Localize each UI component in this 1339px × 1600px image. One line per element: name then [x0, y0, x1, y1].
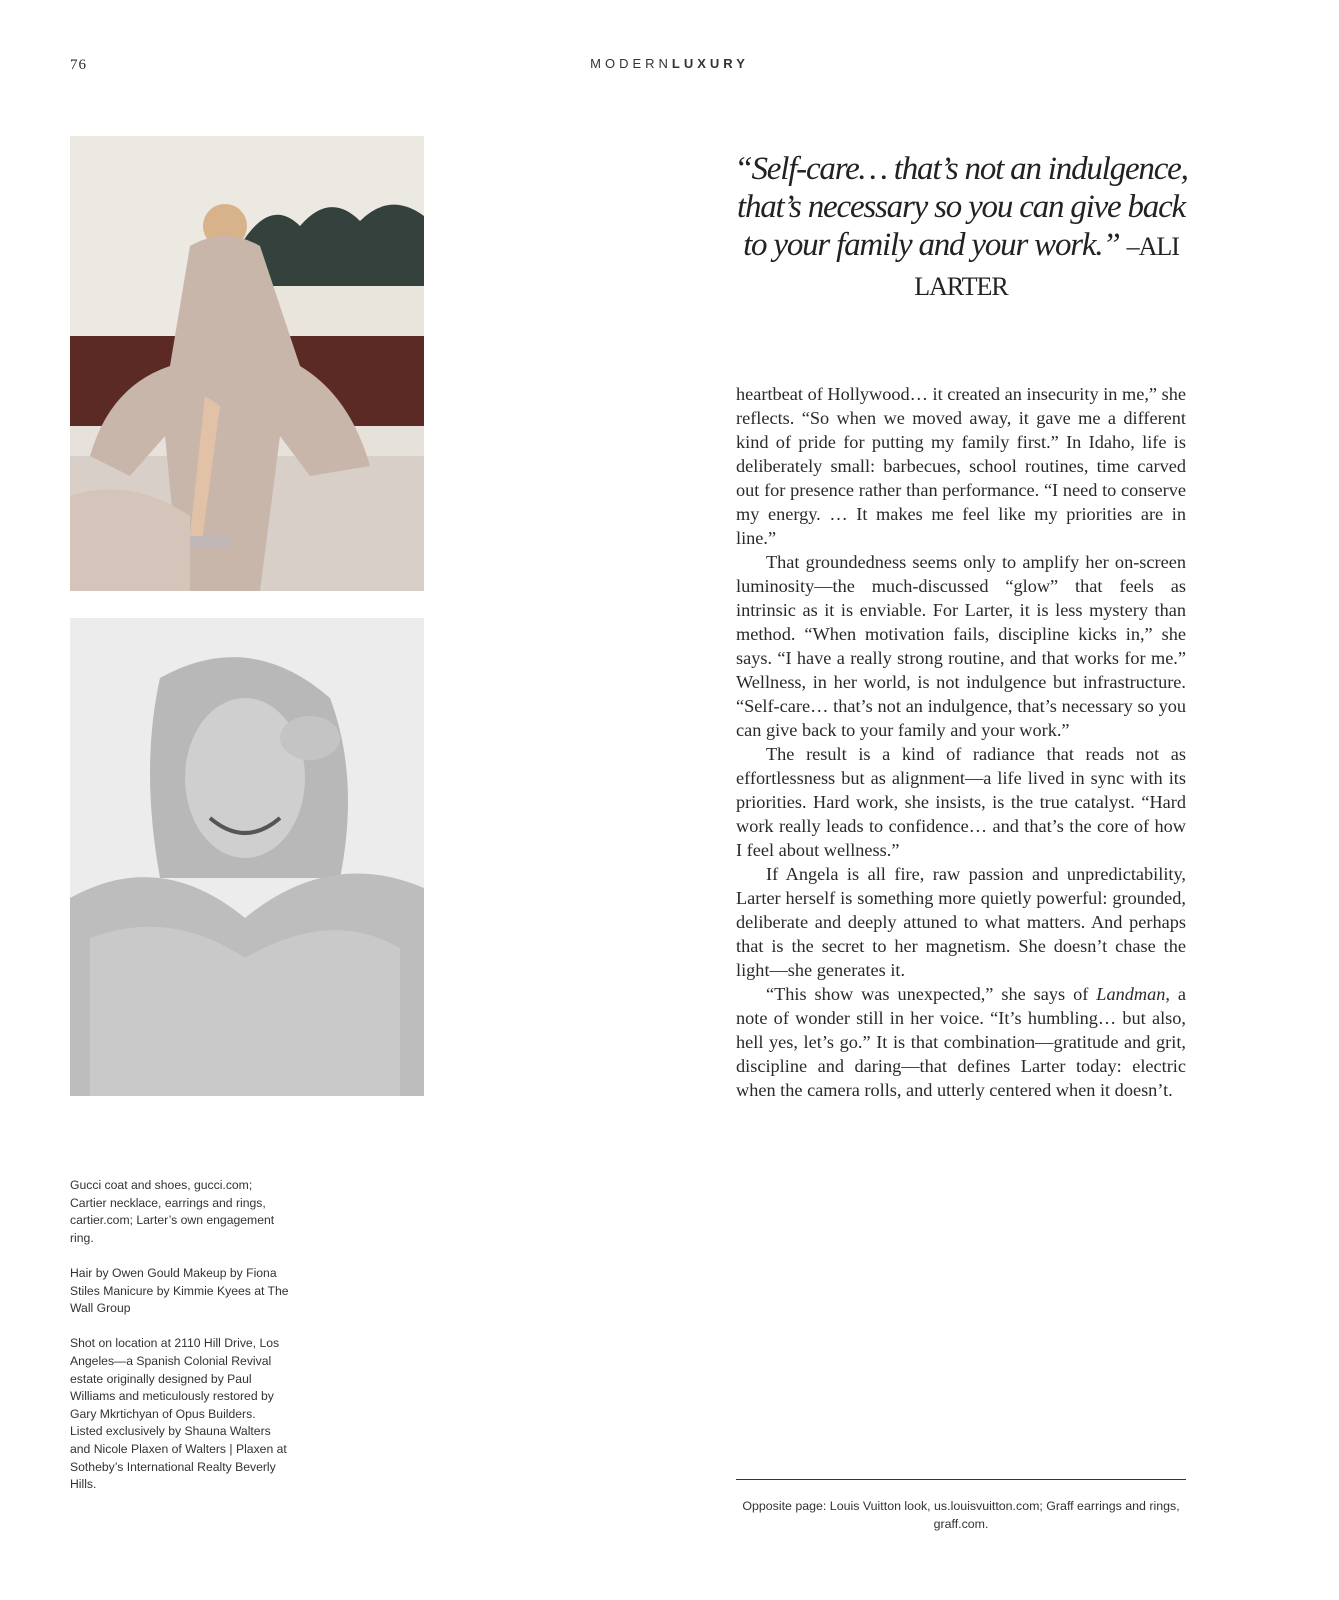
- caption-styling: Hair by Owen Gould Makeup by Fiona Stiles Manicure by Kimmie Kyees at The Wall Group: [70, 1265, 289, 1316]
- caption-location: Shot on location at 2110 Hill Drive, Los Angeles—a Spanish Colonial Revival estate originally designed by Paul Williams and meticulously restored by Gary Mkrtichyan of Opus Builders. Listed exclusively by Shauna Walters and Nicole Plaxen of Walters | Plaxen at Sotheby’s International Realty Beverly Hills.: [70, 1336, 287, 1492]
- caption-credits: Gucci coat and shoes, gucci.com; Cartier necklace, earrings and rings, cartier.com; Larter’s own engagement ring.: [70, 1178, 275, 1245]
- pull-quote-attribution: –ALI LARTER: [914, 232, 1179, 301]
- article-text: “This show was unexpected,” she says of: [766, 984, 1097, 1004]
- article-text: , a note of wonder still in her voice. “It’s humbling… but also, hell yes, let’s go.” It is that combination—gratitude and grit, discipline and daring—that defines Larter today: electric when the camera rolls, and utterly centered when it doesn’t.: [736, 984, 1186, 1100]
- article-paragraph: heartbeat of Hollywood… it created an insecurity in me,” she reflects. “So when we moved away, it gave me a different kind of pride for putting my family first.” In Idaho, life is deliberately small: barbecues, school routines, time carved out for presence rather than performance. “I need to conserve my energy. … It makes me feel like my priorities are in line.”: [736, 384, 1186, 548]
- article-paragraph: The result is a kind of radiance that reads not as effortlessness but as alignment—a life lived in sync with its priorities. Hard work, she insists, is the true catalyst. “Hard work really leads to confidence… and that’s the core of how I feel about wellness.”: [736, 744, 1186, 860]
- photo-caption: [70, 1177, 290, 1511]
- photo-seated-feather-coat: [70, 136, 424, 591]
- masthead-modern: MODERN: [590, 56, 672, 71]
- article-paragraph: That groundedness seems only to amplify her on-screen luminosity—the much-discussed “glow” that feels as intrinsic as it is enviable. For Larter, it is less mystery than method. “When motivation fails, discipline kicks in,” she says. “I have a really strong routine, and that works for me.” Wellness, in her world, is not indulgence but infrastructure. “Self-care… that’s not an indulgence, that’s necessary so you can give back to your family and your work.”: [736, 552, 1186, 740]
- article-paragraph: [736, 982, 1186, 1102]
- opposite-page-credits: Opposite page: Louis Vuitton look, us.louisvuitton.com; Graff earrings and rings, graff.com.: [742, 1499, 1180, 1531]
- masthead-luxury: LUXURY: [671, 56, 749, 71]
- page-number: 76: [70, 57, 87, 73]
- article-body: [736, 382, 1186, 1102]
- article-paragraph: If Angela is all fire, raw passion and unpredictability, Larter herself is something more quietly powerful: grounded, deliberate and deeply attuned to what matters. And perhaps that is the secret to her magnetism. She doesn’t chase the light—she generates it.: [736, 864, 1186, 980]
- photo-smiling-portrait: [70, 618, 424, 1096]
- pull-quote: [728, 150, 1194, 306]
- masthead: [0, 56, 1339, 71]
- show-title: Landman: [1096, 984, 1166, 1004]
- pull-quote-text: “Self-care… that’s not an indulgence, that’s necessary so you can give back to your family and your work.”: [734, 151, 1188, 263]
- footnote-divider: [736, 1479, 1186, 1480]
